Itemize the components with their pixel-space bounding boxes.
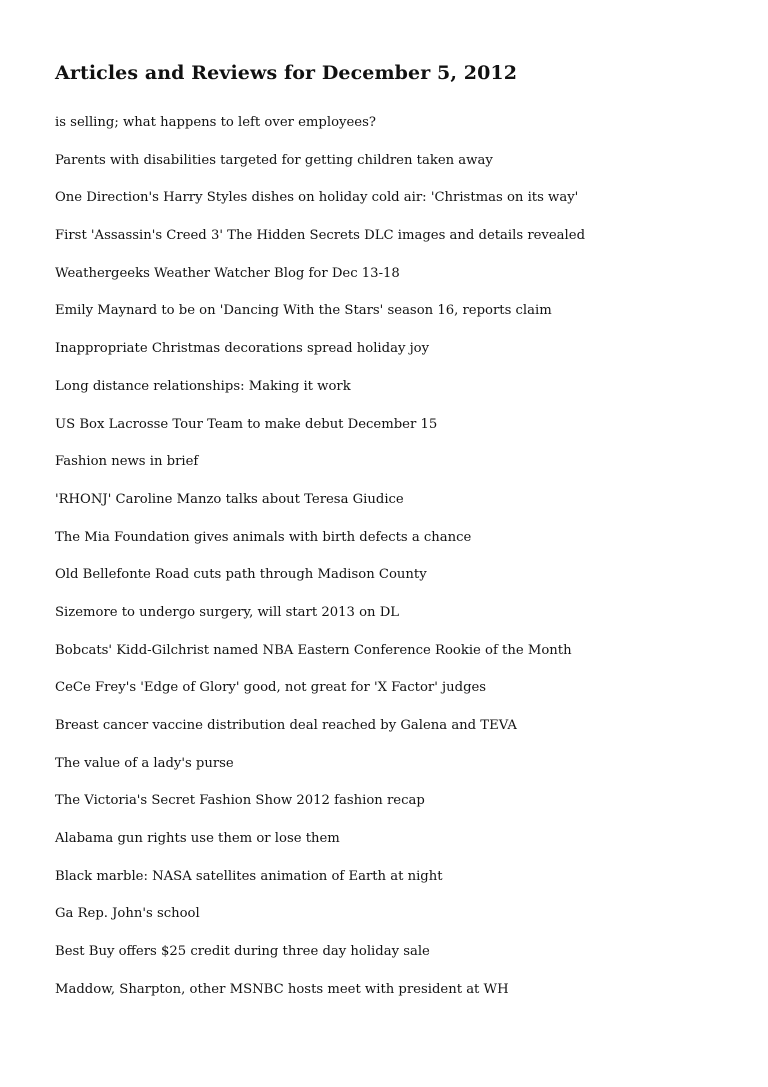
list-item: Bobcats' Kidd-Gilchrist named NBA Eastern Conference Rookie of the Month <box>55 642 572 658</box>
list-item: Alabama gun rights use them or lose them <box>55 831 340 847</box>
list-item: Maddow, Sharpton, other MSNBC hosts meet with president at WH <box>55 981 509 997</box>
list-item: Long distance relationships: Making it work <box>55 378 351 394</box>
list-item: Ga Rep. John's school <box>55 906 200 922</box>
page-title: Articles and Reviews for December 5, 2012 <box>55 62 518 84</box>
list-item: Parents with disabilities targeted for getting children taken away <box>55 152 493 168</box>
list-item: The Mia Foundation gives animals with birth defects a chance <box>55 529 472 545</box>
list-item: The Victoria's Secret Fashion Show 2012 fashion recap <box>55 793 425 809</box>
list-item: Sizemore to undergo surgery, will start 2013 on DL <box>55 604 400 620</box>
list-item: Weathergeeks Weather Watcher Blog for Dec 13-18 <box>55 265 400 281</box>
list-item: One Direction's Harry Styles dishes on holiday cold air: 'Christmas on its way' <box>55 190 579 206</box>
list-item: Black marble: NASA satellites animation of Earth at night <box>55 868 443 884</box>
list-item: Emily Maynard to be on 'Dancing With the Stars' season 16, reports claim <box>55 303 552 319</box>
list-item: Old Bellefonte Road cuts path through Madison County <box>55 567 427 583</box>
list-item: Inappropriate Christmas decorations spread holiday joy <box>55 341 430 357</box>
list-item: 'RHONJ' Caroline Manzo talks about Teresa Giudice <box>55 491 404 507</box>
list-item: Best Buy offers $25 credit during three day holiday sale <box>55 944 430 960</box>
article-list <box>55 114 768 999</box>
list-item: Breast cancer vaccine distribution deal reached by Galena and TEVA <box>55 718 517 733</box>
list-item: First 'Assassin's Creed 3' The Hidden Secrets DLC images and details revealed <box>55 228 586 244</box>
list-item: The value of a lady's purse <box>55 755 234 771</box>
list-item: Fashion news in brief <box>55 454 199 470</box>
list-item: US Box Lacrosse Tour Team to make debut December 15 <box>55 416 438 432</box>
list-item: CeCe Frey's 'Edge of Glory' good, not great for 'X Factor' judges <box>55 680 487 696</box>
list-item: is selling; what happens to left over employees? <box>55 115 376 130</box>
